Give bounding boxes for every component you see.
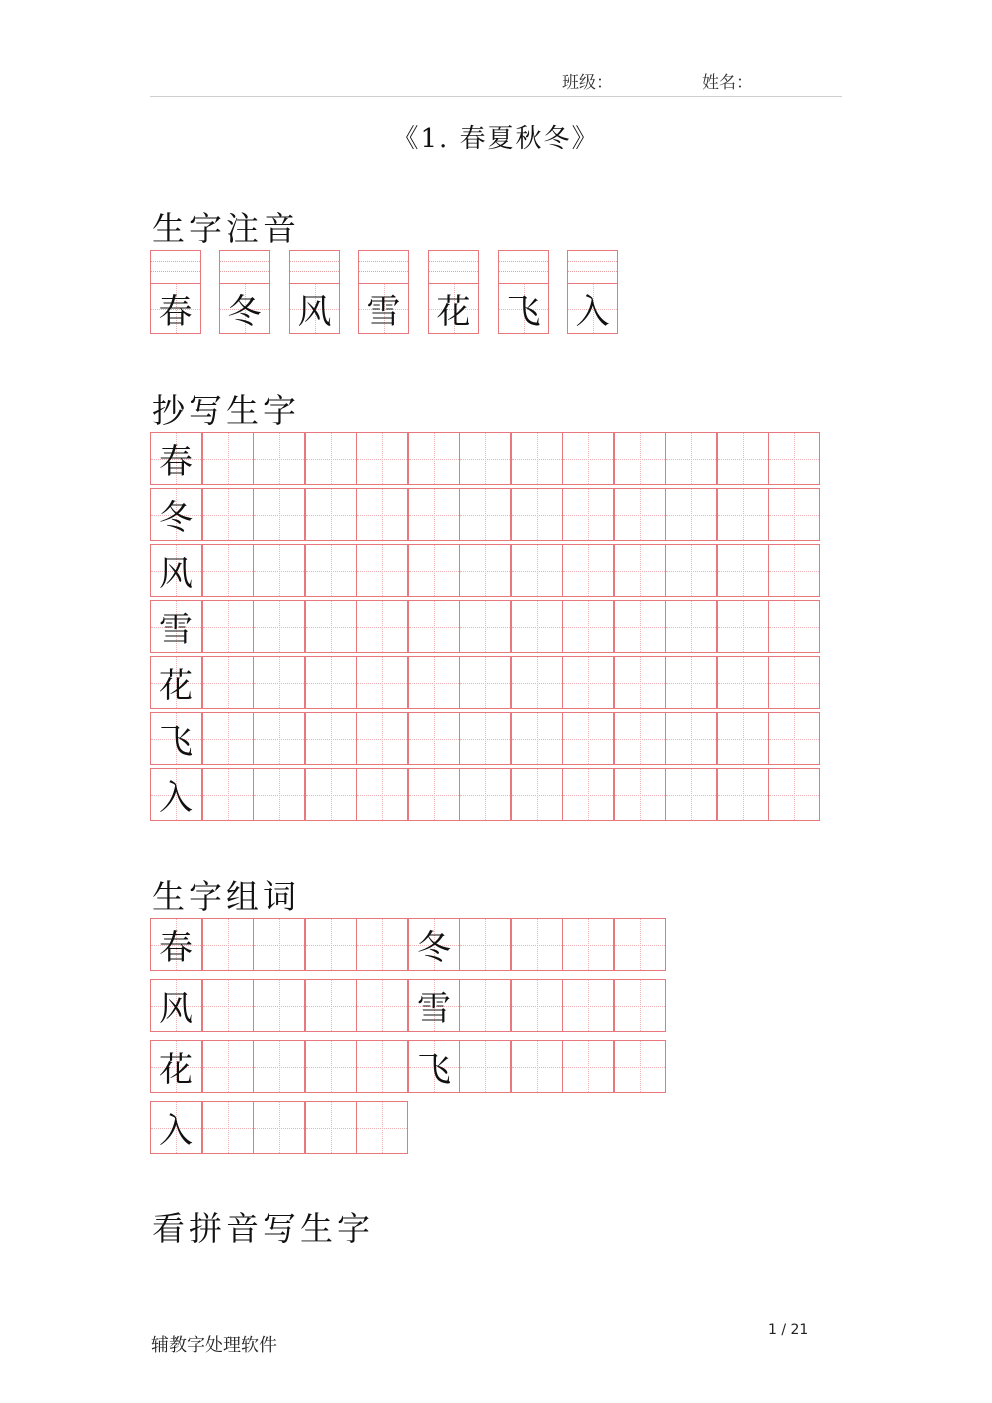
- character: 风: [297, 292, 332, 332]
- character-box: [219, 283, 270, 334]
- writing-cell[interactable]: [459, 656, 511, 709]
- writing-cell[interactable]: [253, 918, 305, 971]
- writing-cell[interactable]: [356, 1101, 408, 1154]
- model-character-cell: [150, 918, 202, 971]
- writing-cell[interactable]: [253, 600, 305, 653]
- writing-cell[interactable]: [562, 488, 614, 541]
- model-character: 飞: [417, 1050, 451, 1090]
- writing-cell[interactable]: [511, 656, 563, 709]
- writing-cell[interactable]: [768, 488, 820, 541]
- writing-cell[interactable]: [614, 656, 666, 709]
- writing-cell[interactable]: [665, 656, 717, 709]
- writing-cell[interactable]: [614, 918, 666, 971]
- writing-cell[interactable]: [408, 488, 460, 541]
- writing-cell[interactable]: [459, 768, 511, 821]
- writing-cell[interactable]: [459, 600, 511, 653]
- writing-cell[interactable]: [562, 712, 614, 765]
- writing-cell[interactable]: [511, 488, 563, 541]
- character: 花: [436, 292, 471, 332]
- writing-cell[interactable]: [459, 488, 511, 541]
- pinyin-write-box[interactable]: [219, 250, 270, 284]
- writing-cell[interactable]: [305, 979, 357, 1032]
- writing-cell[interactable]: [768, 544, 820, 597]
- pinyin-write-box[interactable]: [358, 250, 409, 284]
- writing-cell[interactable]: [202, 432, 254, 485]
- writing-cell[interactable]: [562, 600, 614, 653]
- writing-cell[interactable]: [305, 488, 357, 541]
- writing-cell[interactable]: [356, 600, 408, 653]
- model-character: 风: [159, 989, 193, 1029]
- writing-cell[interactable]: [253, 544, 305, 597]
- model-character: 冬: [417, 928, 451, 968]
- writing-cell[interactable]: [511, 979, 563, 1032]
- writing-cell[interactable]: [614, 600, 666, 653]
- model-character: 春: [159, 442, 193, 482]
- writing-cell[interactable]: [614, 432, 666, 485]
- model-character-cell: [150, 488, 202, 541]
- model-character-cell: [150, 1040, 202, 1093]
- writing-cell[interactable]: [202, 656, 254, 709]
- writing-cell[interactable]: [408, 432, 460, 485]
- writing-cell[interactable]: [511, 1040, 563, 1093]
- writing-cell[interactable]: [305, 656, 357, 709]
- writing-cell[interactable]: [665, 544, 717, 597]
- writing-cell[interactable]: [202, 712, 254, 765]
- writing-cell[interactable]: [356, 768, 408, 821]
- pinyin-cell: [150, 250, 201, 334]
- writing-cell[interactable]: [356, 712, 408, 765]
- writing-cell[interactable]: [562, 768, 614, 821]
- writing-cell[interactable]: [511, 544, 563, 597]
- character: 冬: [227, 292, 262, 332]
- writing-cell[interactable]: [562, 918, 614, 971]
- writing-cell[interactable]: [717, 432, 769, 485]
- section-title-copy: 抄写生字: [152, 391, 300, 430]
- character-box: [150, 283, 201, 334]
- writing-cell[interactable]: [614, 979, 666, 1032]
- pinyin-cell: [567, 250, 618, 334]
- section-title-pinyin: 生字注音: [152, 209, 300, 248]
- writing-cell[interactable]: [717, 488, 769, 541]
- model-character: 冬: [159, 498, 193, 538]
- writing-cell[interactable]: [253, 768, 305, 821]
- character-box: [498, 283, 549, 334]
- writing-cell[interactable]: [768, 768, 820, 821]
- writing-cell[interactable]: [562, 432, 614, 485]
- model-character-cell: [150, 432, 202, 485]
- writing-cell[interactable]: [408, 600, 460, 653]
- writing-cell[interactable]: [665, 432, 717, 485]
- writing-cell[interactable]: [253, 712, 305, 765]
- model-character: 花: [159, 1050, 193, 1090]
- writing-cell[interactable]: [305, 1101, 357, 1154]
- model-character: 雪: [417, 989, 451, 1029]
- writing-cell[interactable]: [562, 656, 614, 709]
- writing-cell[interactable]: [459, 979, 511, 1032]
- writing-cell[interactable]: [202, 979, 254, 1032]
- writing-cell[interactable]: [511, 600, 563, 653]
- pinyin-cell: [498, 250, 549, 334]
- writing-cell[interactable]: [665, 768, 717, 821]
- writing-cell[interactable]: [408, 656, 460, 709]
- writing-cell[interactable]: [459, 544, 511, 597]
- writing-cell[interactable]: [356, 544, 408, 597]
- writing-cell[interactable]: [305, 1040, 357, 1093]
- model-character-cell: [150, 979, 202, 1032]
- writing-cell[interactable]: [305, 544, 357, 597]
- writing-cell[interactable]: [253, 432, 305, 485]
- pinyin-write-box[interactable]: [567, 250, 618, 284]
- writing-cell[interactable]: [356, 432, 408, 485]
- writing-cell[interactable]: [768, 600, 820, 653]
- page-title: 《1. 春夏秋冬》: [392, 124, 600, 154]
- section-title-pinyin-to-char: 看拼音写生字: [152, 1209, 374, 1248]
- writing-cell[interactable]: [356, 1040, 408, 1093]
- header-divider: [150, 96, 842, 97]
- model-character-cell: [150, 768, 202, 821]
- model-character-cell: [150, 656, 202, 709]
- model-character: 入: [159, 1111, 193, 1151]
- class-label: 班级：: [562, 73, 613, 93]
- character-box: [567, 283, 618, 334]
- character-box: [289, 283, 340, 334]
- pinyin-cell: [428, 250, 479, 334]
- writing-cell[interactable]: [614, 1040, 666, 1093]
- writing-cell[interactable]: [305, 768, 357, 821]
- writing-cell[interactable]: [305, 432, 357, 485]
- writing-cell[interactable]: [562, 544, 614, 597]
- writing-cell[interactable]: [356, 656, 408, 709]
- writing-cell[interactable]: [408, 544, 460, 597]
- writing-cell[interactable]: [768, 656, 820, 709]
- name-label: 姓名：: [702, 73, 753, 93]
- character-box: [358, 283, 409, 334]
- writing-cell[interactable]: [356, 979, 408, 1032]
- pinyin-write-box[interactable]: [428, 250, 479, 284]
- model-character: 春: [159, 928, 193, 968]
- writing-cell[interactable]: [202, 768, 254, 821]
- writing-cell[interactable]: [253, 1101, 305, 1154]
- model-character-cell: [408, 918, 460, 971]
- writing-cell[interactable]: [717, 768, 769, 821]
- writing-cell[interactable]: [202, 600, 254, 653]
- footer-software: 辅教字处理软件: [151, 1335, 277, 1356]
- writing-cell[interactable]: [202, 1101, 254, 1154]
- pinyin-write-box[interactable]: [498, 250, 549, 284]
- writing-cell[interactable]: [614, 768, 666, 821]
- writing-cell[interactable]: [356, 488, 408, 541]
- pinyin-cell: [219, 250, 270, 334]
- model-character: 入: [159, 778, 193, 818]
- model-character-cell: [150, 600, 202, 653]
- writing-cell[interactable]: [408, 768, 460, 821]
- writing-cell[interactable]: [202, 1040, 254, 1093]
- writing-cell[interactable]: [665, 712, 717, 765]
- model-character-cell: [150, 1101, 202, 1154]
- model-character-cell: [408, 979, 460, 1032]
- page-number: 1 / 21: [768, 1322, 809, 1338]
- model-character-cell: [408, 1040, 460, 1093]
- model-character-cell: [150, 712, 202, 765]
- writing-cell[interactable]: [511, 918, 563, 971]
- pinyin-write-box[interactable]: [289, 250, 340, 284]
- writing-cell[interactable]: [356, 918, 408, 971]
- character: 春: [158, 292, 193, 332]
- writing-cell[interactable]: [665, 488, 717, 541]
- pinyin-cell: [358, 250, 409, 334]
- writing-cell[interactable]: [511, 432, 563, 485]
- writing-cell[interactable]: [253, 488, 305, 541]
- writing-cell[interactable]: [253, 656, 305, 709]
- writing-cell[interactable]: [717, 544, 769, 597]
- writing-cell[interactable]: [665, 600, 717, 653]
- writing-cell[interactable]: [459, 918, 511, 971]
- writing-cell[interactable]: [253, 1040, 305, 1093]
- writing-cell[interactable]: [305, 712, 357, 765]
- writing-cell[interactable]: [511, 712, 563, 765]
- writing-cell[interactable]: [717, 712, 769, 765]
- writing-cell[interactable]: [768, 432, 820, 485]
- character: 入: [575, 292, 610, 332]
- writing-cell[interactable]: [459, 432, 511, 485]
- writing-cell[interactable]: [459, 1040, 511, 1093]
- writing-cell[interactable]: [614, 712, 666, 765]
- writing-cell[interactable]: [717, 656, 769, 709]
- writing-cell[interactable]: [202, 918, 254, 971]
- model-character: 雪: [159, 610, 193, 650]
- model-character-cell: [150, 544, 202, 597]
- writing-cell[interactable]: [202, 544, 254, 597]
- writing-cell[interactable]: [562, 979, 614, 1032]
- character-box: [428, 283, 479, 334]
- writing-cell[interactable]: [768, 712, 820, 765]
- model-character: 花: [159, 666, 193, 706]
- writing-cell[interactable]: [408, 712, 460, 765]
- character: 雪: [366, 292, 401, 332]
- writing-cell[interactable]: [305, 600, 357, 653]
- writing-cell[interactable]: [511, 768, 563, 821]
- writing-cell[interactable]: [562, 1040, 614, 1093]
- pinyin-write-box[interactable]: [150, 250, 201, 284]
- section-title-words: 生字组词: [152, 877, 300, 916]
- writing-cell[interactable]: [459, 712, 511, 765]
- writing-cell[interactable]: [614, 488, 666, 541]
- writing-cell[interactable]: [253, 979, 305, 1032]
- writing-cell[interactable]: [202, 488, 254, 541]
- pinyin-cell: [289, 250, 340, 334]
- model-character: 风: [159, 554, 193, 594]
- character: 飞: [506, 292, 541, 332]
- writing-cell[interactable]: [717, 600, 769, 653]
- writing-cell[interactable]: [305, 918, 357, 971]
- writing-cell[interactable]: [614, 544, 666, 597]
- model-character: 飞: [159, 722, 193, 762]
